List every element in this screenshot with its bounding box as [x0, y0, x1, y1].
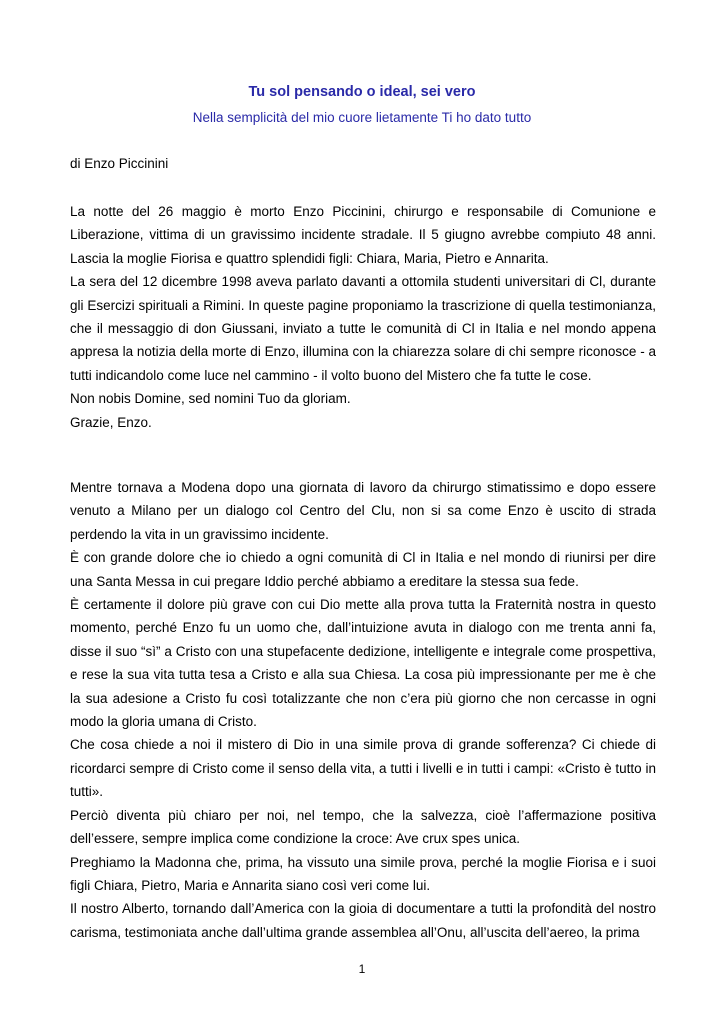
document-subtitle: Nella semplicità del mio cuore lietamente Ti ho dato tutto [192, 110, 532, 125]
paragraph: Grazie, Enzo. [70, 414, 152, 430]
document-title: Tu sol pensando o ideal, sei vero [248, 84, 476, 100]
paragraph: È con grande dolore che io chiedo a ogni comunità di Cl in Italia e nel mondo di riunirsi per dire una Santa Messa in cui pregare Iddio perché abbiamo a ereditare la stessa sua fede. [70, 550, 656, 589]
paragraph: La notte del 26 maggio è morto Enzo Piccinini, chirurgo e responsabile di Comunione e Liberazione, vittima di un gravissimo incidente stradale. Il 5 giugno avrebbe compiuto 48 anni. Lascia la moglie Fiorisa e quattro splendidi figli: Chiara, Maria, Pietro e Annarita. [70, 204, 656, 266]
paragraph: La sera del 12 dicembre 1998 aveva parlato davanti a ottomila studenti universitari di Cl, durante gli Esercizi spirituali a Rimini. In queste pagine proponiamo la trascrizione di quella testimonianza, che il messaggio di don Giussani, inviato a tutte le comunità di Cl in Italia e nel mondo appena appresa la notizia della morte di Enzo, illumina con la chiarezza solare di chi sempre riconosce - a tutti indicandolo come luce nel cammino - il volto buono del Mistero che fa tutte le cose. [70, 274, 656, 383]
author-line: di Enzo Piccinini [70, 156, 169, 171]
paragraph: Perciò diventa più chiaro per noi, nel tempo, che la salvezza, cioè l’affermazione positiva dell’essere, sempre implica come condizione la croce: Ave crux spes unica. [70, 807, 656, 847]
page-number: 1 [358, 962, 366, 976]
paragraph: È certamente il dolore più grave con cui Dio mette alla prova tutta la Fraternità nostra in questo momento, perché Enzo fu un uomo che, dall’intuizione avuta in dialogo con me trenta anni fa, disse il suo “sì” a Cristo con una stupefacente dedizione, intelligente e integrale come prospettiva, e rese la sua vita tutta tesa a Cristo e alla sua Chiesa. La cosa più impressionante per me è che la sua adesione a Cristo fu così totalizzante che non c’era più giorno che non cercasse in ogni modo la gloria umana di Cristo. [70, 597, 656, 730]
message-section [70, 476, 656, 944]
paragraph: Il nostro Alberto, tornando dall’America con la gioia di documentare a tutti la profondità del nostro carisma, testimoniata anche dall’ultima grande assemblea all’Onu, all’uscita dell’aereo, la prima [70, 901, 656, 940]
paragraph: Preghiamo la Madonna che, prima, ha vissuto una simile prova, perché la moglie Fiorisa e i suoi figli Chiara, Pietro, Maria e Annarita siano così veri come lui. [70, 854, 656, 893]
paragraph: Mentre tornava a Modena dopo una giornata di lavoro da chirurgo stimatissimo e dopo essere venuto a Milano per un dialogo col Centro del Clu, non si sa come Enzo è uscito di strada perdendo la vita in un gravissimo incidente. [70, 480, 656, 542]
paragraph: Che cosa chiede a noi il mistero di Dio in una simile prova di grande sofferenza? Ci chiede di ricordarci sempre di Cristo come il senso della vita, a tutti i livelli e in tutti i campi: «Cristo è tutto in tutti». [70, 737, 656, 800]
intro-section [70, 200, 656, 434]
paragraph: Non nobis Domine, sed nomini Tuo da gloriam. [70, 391, 351, 407]
